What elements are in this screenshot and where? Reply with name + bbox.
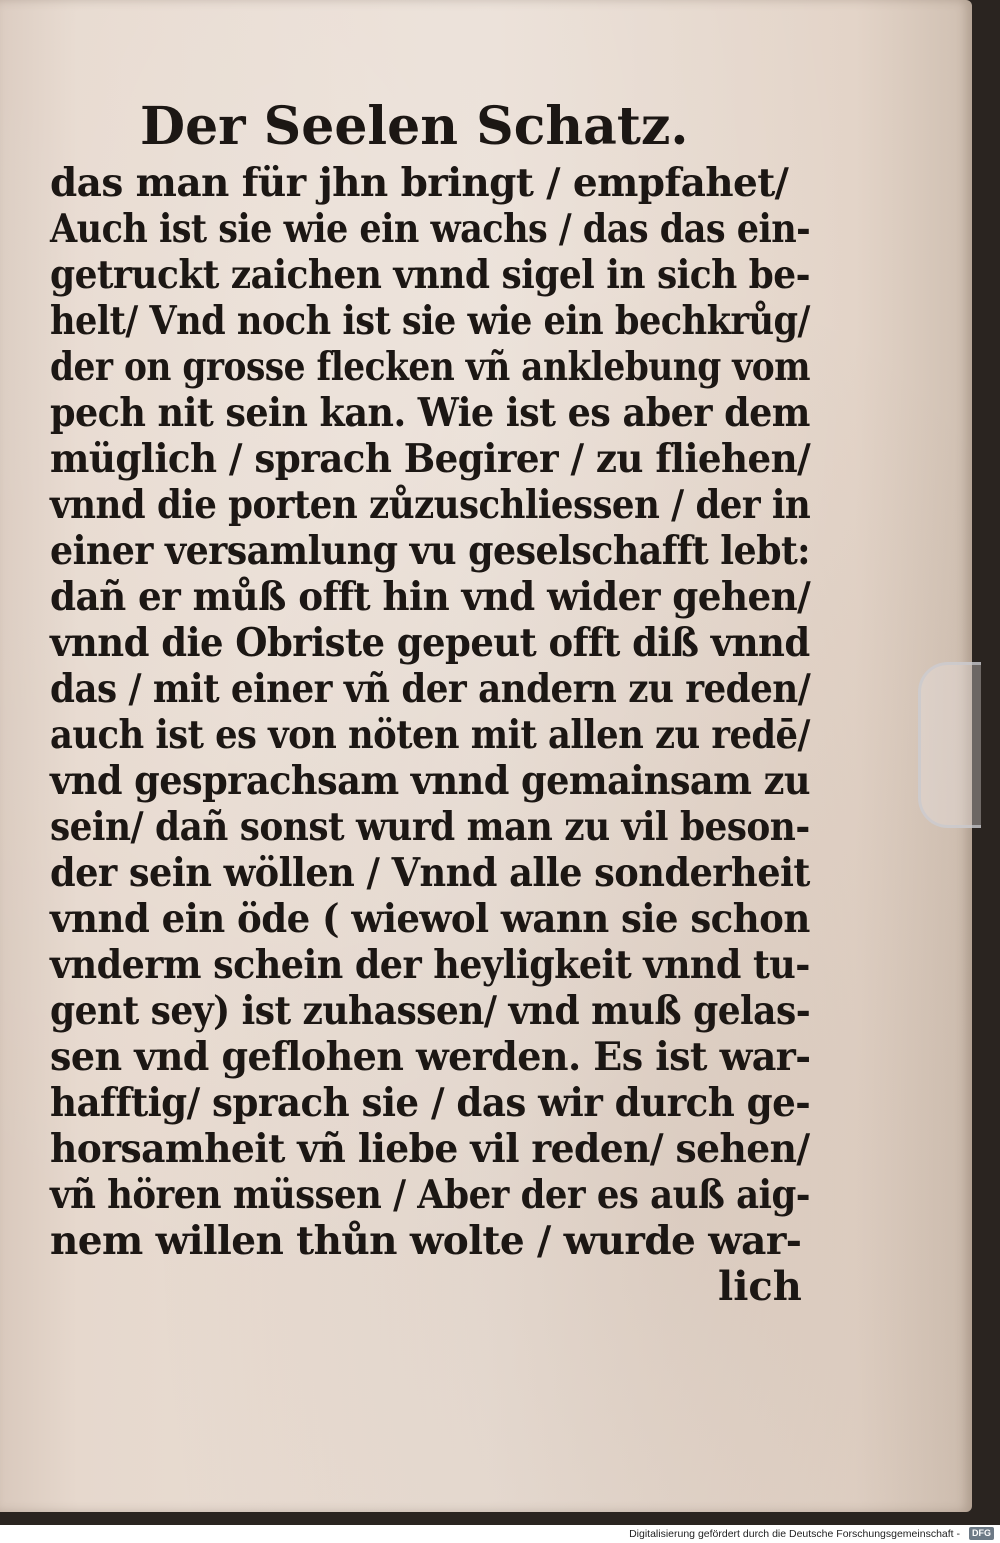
text-line: das man für jhn bringt / empfahet/ <box>50 160 789 206</box>
text-line: vñ hören müssen / Aber der es auß aig- <box>50 1172 810 1218</box>
text-line: vnnd die Obriste gepeut offt diß vnnd <box>50 620 810 666</box>
text-line: das / mit einer vñ der andern zu reden/ <box>50 666 811 712</box>
dfg-logo: DFG <box>969 1527 994 1540</box>
text-line: sein/ dañ sonst wurd man zu vil beson- <box>50 804 810 850</box>
footer-bar <box>0 1525 1000 1543</box>
page-clip <box>918 662 981 828</box>
text-line: Auch ist sie wie ein wachs / das das ein- <box>50 206 811 252</box>
text-line: hafftig/ sprach sie / das wir durch ge- <box>50 1080 811 1126</box>
funding-credit: Digitalisierung gefördert durch die Deutsche Forschungsgemeinschaft - <box>629 1528 960 1540</box>
text-line: sen vnd geflohen werden. Es ist war- <box>50 1034 811 1080</box>
text-line: vnd gesprachsam vnnd gemainsam zu <box>50 758 810 804</box>
text-line: der sein wöllen / Vnnd alle sonderheit <box>50 850 810 896</box>
text-line: helt/ Vnd noch ist sie wie ein bechkrůg/ <box>50 298 810 344</box>
text-line: dañ er můß offt hin vnd wider gehen/ <box>50 574 811 620</box>
text-line: auch ist es von nöten mit allen zu redē/ <box>50 712 810 758</box>
text-line: getruckt zaichen vnnd sigel in sich be- <box>50 252 810 298</box>
text-line: vnderm schein der heyligkeit vnnd tu- <box>50 942 810 988</box>
text-line: horsamheit vñ liebe vil reden/ sehen/ <box>50 1126 810 1172</box>
text-line: der on grosse flecken vñ anklebung vom <box>50 344 811 390</box>
text-line: einer versamlung vu geselschafft lebt: <box>50 528 811 574</box>
text-line: pech nit sein kan. Wie ist es aber dem <box>50 390 810 436</box>
running-head: Der Seelen Schatz. <box>140 96 689 157</box>
catchword: lich <box>718 1263 802 1310</box>
text-line: vnnd ein öde ( wiewol wann sie schon <box>50 896 810 942</box>
text-line: müglich / sprach Begirer / zu fliehen/ <box>50 436 811 482</box>
text-line: nem willen thůn wolte / wurde war- <box>50 1218 802 1264</box>
text-line: gent sey) ist zuhassen/ vnd muß gelas- <box>50 988 811 1034</box>
text-line: vnnd die porten zůzuschliessen / der in <box>50 482 811 528</box>
text-block <box>50 160 810 1264</box>
